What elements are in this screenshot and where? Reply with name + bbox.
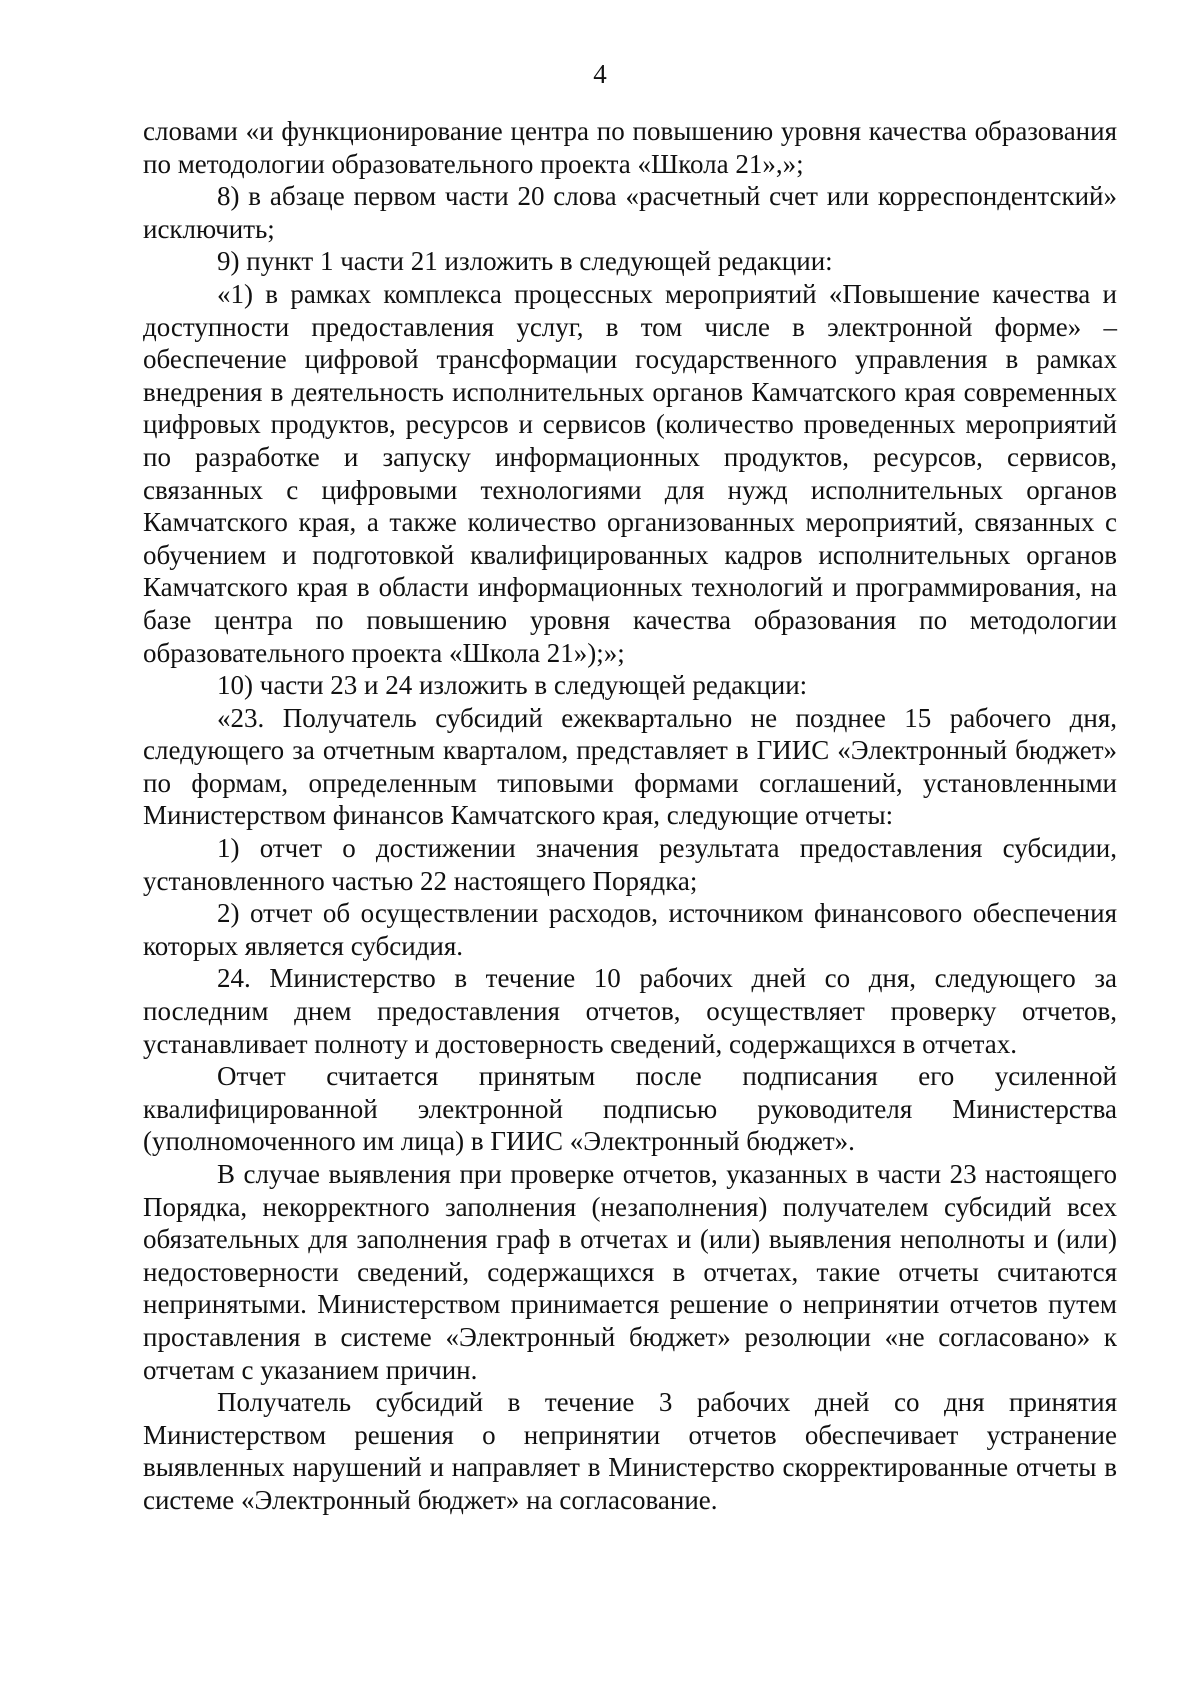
paragraph-report-rejected: В случае выявления при проверке отчетов, указанных в части 23 настоящего Порядка, некорректного заполнения (незаполнения) получателем субсидий всех обязательных для заполнения граф в отчетах и (или) выявления неполноты и (или) недостоверности сведений, содержащихся в отчетах, такие отчеты считаются непринятыми. Министерством принимается решение о непринятии отчетов путем проставления в системе «Электронный бюджет» резолюции «не согласовано» к отчетам с указанием причин. <box>143 1159 1117 1385</box>
paragraph-report-2: 2) отчет об осуществлении расходов, источником финансового обеспечения которых является субсидия. <box>143 898 1117 961</box>
page-number: 4 <box>593 59 607 89</box>
paragraph-report-accepted: Отчет считается принятым после подписания его усиленной квалифицированной электронной подписью руководителя Министерства (уполномоченного им лица) в ГИИС «Электронный бюджет». <box>143 1061 1117 1157</box>
paragraph-quoted-item-1: «1) в рамках комплекса процессных мероприятий «Повышение качества и доступности предоставления услуг, в том числе в электронной форме» – обеспечение цифровой трансформации государственного управления в рамках внедрения в деятельность исполнительных органов Камчатского края современных цифровых продуктов, ресурсов и сервисов (количество проведенных мероприятий по разработке и запуску информационных продуктов, ресурсов, сервисов, связанных с цифровыми технологиями для нужд исполнительных органов Камчатского края, а также количество организованных мероприятий, связанных с обучением и подготовкой квалифицированных кадров исполнительных органов Камчатского края в области информационных технологий и программирования, на базе центра по повышению уровня качества образования по методологии образовательного проекта «Школа 21»);»; <box>143 278 1117 668</box>
document-body <box>143 115 1117 1517</box>
paragraph-item-10: 10) части 23 и 24 изложить в следующей редакции: <box>217 670 808 701</box>
paragraph-part-23: «23. Получатель субсидий ежеквартально не позднее 15 рабочего дня, следующего за отчетным кварталом, представляет в ГИИС «Электронный бюджет» по формам, определенным типовыми формами соглашений, установленными Министерством финансов Камчатского края, следующие отчеты: <box>143 702 1117 831</box>
paragraph-item-9: 9) пункт 1 части 21 изложить в следующей редакции: <box>217 246 833 277</box>
paragraph-part-24: 24. Министерство в течение 10 рабочих дней со дня, следующего за последним днем предоставления отчетов, осуществляет проверку отчетов, устанавливает полноту и достоверность сведений, содержащихся в отчетах. <box>143 963 1117 1059</box>
paragraph-item-8: 8) в абзаце первом части 20 слова «расчетный счет или корреспондентский» исключить; <box>143 181 1117 244</box>
paragraph-correction: Получатель субсидий в течение 3 рабочих дней со дня принятия Министерством решения о непринятии отчетов обеспечивает устранение выявленных нарушений и направляет в Министерство скорректированные отчеты в системе «Электронный бюджет» на согласование. <box>143 1387 1117 1515</box>
paragraph-report-1: 1) отчет о достижении значения результата предоставления субсидии, установленного частью 22 настоящего Порядка; <box>143 833 1117 896</box>
paragraph-continuation: словами «и функционирование центра по повышению уровня качества образования по методологии образовательного проекта «Школа 21»,»; <box>143 116 1117 179</box>
